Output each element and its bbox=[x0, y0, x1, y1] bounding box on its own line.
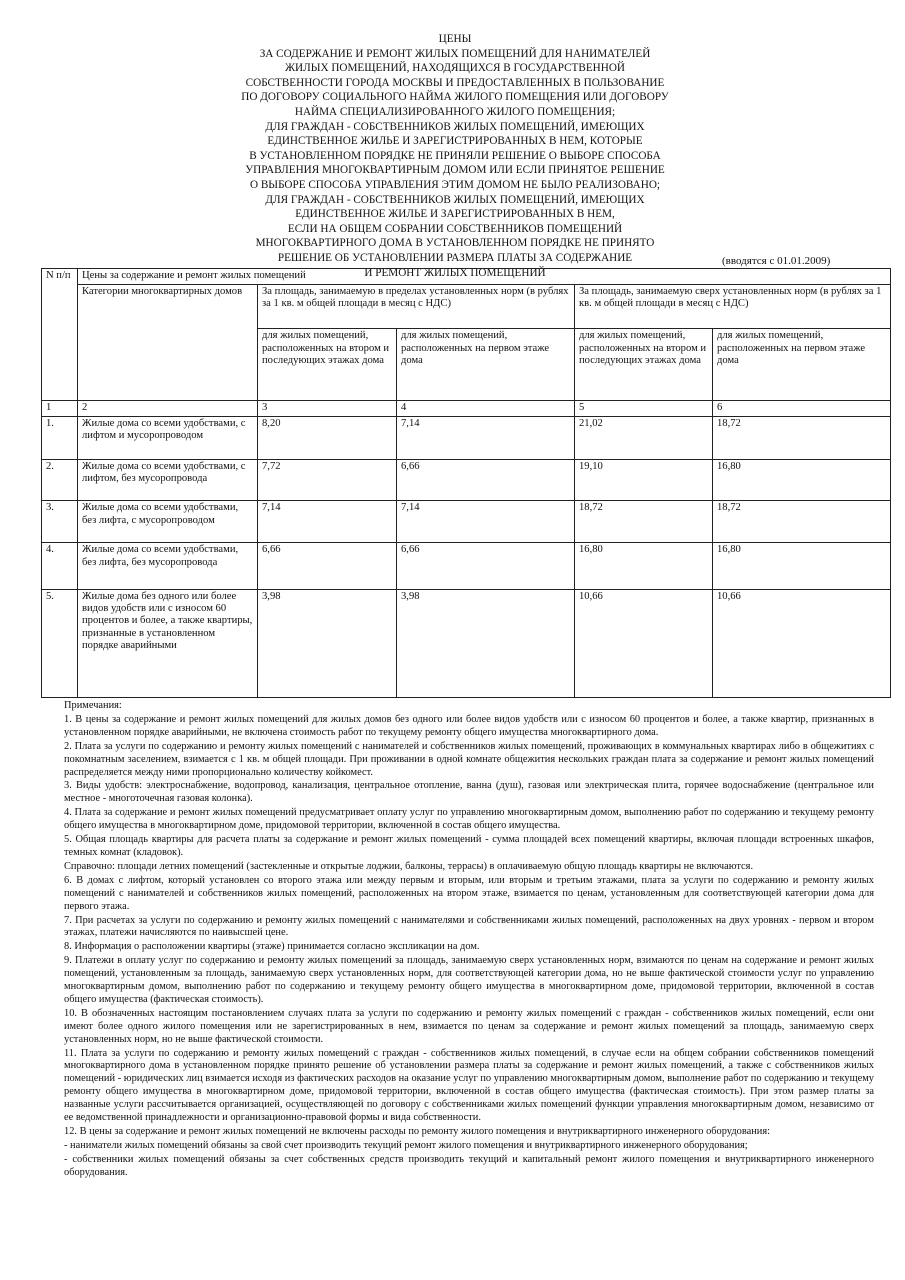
title-line: СОБСТВЕННОСТИ ГОРОДА МОСКВЫ И ПРЕДОСТАВЛЕННЫХ В ПОЛЬЗОВАНИЕ bbox=[245, 76, 665, 89]
column-number: 1 bbox=[42, 401, 78, 416]
note-paragraph: 11. Плата за услуги по содержанию и ремонту жилых помещений с граждан - собственников жилых помещений, в случае если на общем собрании собственников помещений многоквартирного дома в установленном порядке принято решение об установлении размера платы за содержание и ремонт жилых помещений, а также с собственников жилых помещений - юридических лиц взимается исходя из фактических расходов на оказание услуг по управлению многоквартирным домом, выполнение работ по содержанию и текущему ремонту общего имущества в многоквартирном доме, придомовой территории, включенной в состав общего имущества (фактическая стоимость). При этом размер платы за названные услуги рассчитывается организацией, осуществляющей по договору с собственниками жилых помещений функции управления многоквартирным домом, независимо от ее ведомственной принадлежности и организационно-правовой формы и вида собственности. bbox=[64, 1047, 874, 1124]
price-cell: 16,80 bbox=[713, 543, 891, 589]
row-category: Жилые дома со всеми удобствами, без лифта, с мусоропроводом bbox=[78, 501, 258, 543]
note-paragraph: - наниматели жилых помещений обязаны за свой счет производить текущий ремонт жилого помещения и внутриквартирного инженерного оборудования; bbox=[64, 1139, 748, 1151]
price-cell: 7,14 bbox=[397, 501, 575, 543]
price-cell: 6,66 bbox=[258, 543, 397, 589]
title-line: И РЕМОНТ ЖИЛЫХ ПОМЕЩЕНИЙ bbox=[364, 266, 546, 279]
column-number: 5 bbox=[575, 401, 713, 416]
note-paragraph: - собственники жилых помещений обязаны за счет собственных средств производить текущий и капитальный ремонт жилого помещения и внутриквартирного инженерного оборудования. bbox=[64, 1153, 874, 1178]
price-cell: 6,66 bbox=[397, 543, 575, 589]
table-row bbox=[42, 460, 891, 501]
header-above-norm: За площадь, занимаемую сверх установленных норм (в рублях за 1 кв. м общей площади в месяц с НДС) bbox=[575, 285, 891, 329]
note-paragraph: 6. В домах с лифтом, который установлен со второго этажа или между первым и вторым, или вторым и третьим этажами, плата за услуги по содержанию и ремонту жилых помещений с нанимателей и собственников жилых помещений, расположенных на втором этаже, взимается по ценам, установленным для соответствующей категории дома для первого этажа. bbox=[64, 874, 874, 912]
note-paragraph: 1. В цены за содержание и ремонт жилых помещений для жилых домов без одного или более видов удобств или с износом 60 процентов и более, а также квартир, признанных в установленном порядке аварийными, не включена стоимость работ по текущему ремонту общего имущества многоквартирного дома. bbox=[64, 713, 874, 738]
title-line: ПО ДОГОВОРУ СОЦИАЛЬНОГО НАЙМА ЖИЛОГО ПОМЕЩЕНИЯ ИЛИ ДОГОВОРУ bbox=[241, 91, 669, 104]
table-row bbox=[42, 543, 891, 589]
column-number-row bbox=[42, 401, 891, 416]
row-number: 4. bbox=[42, 543, 78, 589]
header-first-floor: для жилых помещений, расположенных на первом этаже дома bbox=[397, 329, 575, 401]
title-line: РЕШЕНИЕ ОБ УСТАНОВЛЕНИИ РАЗМЕРА ПЛАТЫ ЗА СОДЕРЖАНИЕ bbox=[277, 251, 633, 264]
price-cell: 16,80 bbox=[713, 460, 891, 501]
header-first-floor: для жилых помещений, расположенных на первом этаже дома bbox=[713, 329, 891, 401]
row-category: Жилые дома со всеми удобствами, без лифта, без мусоропровода bbox=[78, 543, 258, 589]
title-line: УПРАВЛЕНИЯ МНОГОКВАРТИРНЫМ ДОМОМ ИЛИ ЕСЛИ ПРИНЯТОЕ РЕШЕНИЕ bbox=[245, 164, 665, 177]
title-line: НАЙМА СПЕЦИАЛИЗИРОВАННОГО ЖИЛОГО ПОМЕЩЕНИЯ; bbox=[294, 105, 616, 118]
price-table bbox=[41, 268, 891, 698]
title-line: ЕДИНСТВЕННОЕ ЖИЛЬЕ И ЗАРЕГИСТРИРОВАННЫХ В НЕМ, bbox=[295, 208, 615, 221]
note-paragraph: 12. В цены за содержание и ремонт жилых помещений не включены расходы по ремонту жилого помещения и внутриквартирного инженерного оборудования: bbox=[64, 1126, 770, 1137]
row-number: 1. bbox=[42, 416, 78, 459]
note-paragraph: 4. Плата за содержание и ремонт жилых помещений предусматривает оплату услуг по управлению многоквартирным домом, выполнению работ по содержанию и текущему ремонту общего имущества в многоквартирном доме, придомовой территории, включенной в состав общего имущества. bbox=[64, 807, 874, 832]
note-paragraph: 7. При расчетах за услуги по содержанию и ремонту жилых помещений с нанимателями и собственниками жилых помещений, расположенных на двух уровнях - первом и втором этажах, платежи начисляются по наивысшей цене. bbox=[64, 914, 874, 939]
row-number: 2. bbox=[42, 460, 78, 501]
price-cell: 3,98 bbox=[397, 589, 575, 697]
row-category: Жилые дома без одного или более видов удобств или с износом 60 процентов и более, а также квартиры, признанные в установленном порядке аварийными bbox=[78, 589, 258, 697]
title-line: ЗА СОДЕРЖАНИЕ И РЕМОНТ ЖИЛЫХ ПОМЕЩЕНИЙ ДЛЯ НАНИМАТЕЛЕЙ bbox=[259, 47, 651, 60]
title-line: ЖИЛЫХ ПОМЕЩЕНИЙ, НАХОДЯЩИХСЯ В ГОСУДАРСТВЕННОЙ bbox=[285, 62, 625, 75]
price-cell: 10,66 bbox=[575, 589, 713, 697]
document-title bbox=[180, 32, 730, 280]
price-cell: 19,10 bbox=[575, 460, 713, 501]
title-line: МНОГОКВАРТИРНОГО ДОМА В УСТАНОВЛЕННОМ ПОРЯДКЕ НЕ ПРИНЯТО bbox=[255, 237, 655, 250]
header-within-norm: За площадь, занимаемую в пределах установленных норм (в рублях за 1 кв. м общей площади в месяц с НДС) bbox=[258, 285, 575, 329]
price-cell: 7,14 bbox=[397, 416, 575, 459]
column-number: 3 bbox=[258, 401, 397, 416]
table-row bbox=[42, 416, 891, 459]
header-number: N п/п bbox=[42, 269, 78, 401]
note-paragraph: 2. Плата за услуги по содержанию и ремонту жилых помещений с нанимателей и собственников жилых помещений, проживающих в коммунальных квартирах либо в общежитиях с покомнатным заселением, взимается с 1 кв. м общей площади. При проживании в одной комнате общежития нескольких граждан плата за содержание и ремонт жилых помещений распределяется между ними пропорционально количеству койкомест. bbox=[64, 740, 874, 778]
title-line: ДЛЯ ГРАЖДАН - СОБСТВЕННИКОВ ЖИЛЫХ ПОМЕЩЕНИЙ, ИМЕЮЩИХ bbox=[265, 120, 645, 133]
row-category: Жилые дома со всеми удобствами, с лифтом, без мусоропровода bbox=[78, 460, 258, 501]
note-paragraph: 5. Общая площадь квартиры для расчета платы за содержание и ремонт жилых помещений - сумма площадей всех помещений квартиры, включая площади встроенных шкафов, темных комнат (кладовок). bbox=[64, 834, 874, 858]
column-number: 6 bbox=[713, 401, 891, 416]
title-line: ДЛЯ ГРАЖДАН - СОБСТВЕННИКОВ ЖИЛЫХ ПОМЕЩЕНИЙ, ИМЕЮЩИХ bbox=[265, 193, 645, 206]
price-cell: 18,72 bbox=[713, 416, 891, 459]
note-paragraph: 8. Информация о расположении квартиры (этаже) принимается согласно экспликации на дом. bbox=[64, 941, 480, 953]
title-line: ЕДИНСТВЕННОЕ ЖИЛЬЕ И ЗАРЕГИСТРИРОВАННЫХ В НЕМ, КОТОРЫЕ bbox=[267, 135, 643, 148]
price-cell: 18,72 bbox=[575, 501, 713, 543]
row-number: 3. bbox=[42, 501, 78, 543]
header-category: Категории многоквартирных домов bbox=[78, 285, 258, 401]
title-line: ЕСЛИ НА ОБЩЕМ СОБРАНИИ СОБСТВЕННИКОВ ПОМЕЩЕНИЙ bbox=[287, 222, 623, 235]
note-paragraph: 10. В обозначенных настоящим постановлением случаях плата за услуги по содержанию и ремонту жилых помещений с граждан - собственников жилых помещений, если они имеют более одного жилого помещения или не зарегистрированных в нем, взимается по ценам за содержание и ремонт жилых помещений за площадь, занимаемую сверх установленных норм, но не выше фактической стоимости. bbox=[64, 1007, 874, 1045]
price-cell: 6,66 bbox=[397, 460, 575, 501]
price-cell: 21,02 bbox=[575, 416, 713, 459]
title-line: В УСТАНОВЛЕННОМ ПОРЯДКЕ НЕ ПРИНЯЛИ РЕШЕНИЕ О ВЫБОРЕ СПОСОБА bbox=[249, 149, 661, 162]
price-cell: 18,72 bbox=[713, 501, 891, 543]
header-upper-floors: для жилых помещений, расположенных на втором и последующих этажах дома bbox=[575, 329, 713, 401]
price-cell: 16,80 bbox=[575, 543, 713, 589]
row-number: 5. bbox=[42, 589, 78, 697]
column-number: 4 bbox=[397, 401, 575, 416]
note-paragraph: 3. Виды удобств: электроснабжение, водопровод, канализация, центральное отопление, ванна (душ), газовая или электрическая плита, горячее водоснабжение (центральное или местное - многоточечная газовая колонка). bbox=[64, 780, 874, 805]
price-cell: 7,14 bbox=[258, 501, 397, 543]
price-cell: 3,98 bbox=[258, 589, 397, 697]
price-cell: 7,72 bbox=[258, 460, 397, 501]
table-row bbox=[42, 501, 891, 543]
price-cell: 8,20 bbox=[258, 416, 397, 459]
table-row bbox=[42, 589, 891, 697]
title-line: ЦЕНЫ bbox=[438, 33, 472, 45]
header-main: Цены за содержание и ремонт жилых помещений bbox=[78, 269, 891, 285]
note-paragraph: 9. Платежи в оплату услуг по содержанию и ремонту жилых помещений за площадь, занимаемую сверх установленных норм, взимаются по ценам на содержание и ремонт жилых помещений, установленным за площадь, занимаемую сверх установленных норм, для соответствующей категории дома, но не выше фактической стоимости услуг по управлению многоквартирным домом, выполнению работ по содержанию и текущему ремонту общего имущества в многоквартирном доме, придомовой территории, включенной в состав общего имущества (фактическая стоимость). bbox=[64, 955, 874, 1005]
effective-date: (вводятся с 01.01.2009) bbox=[722, 255, 831, 267]
title-line: О ВЫБОРЕ СПОСОБА УПРАВЛЕНИЯ ЭТИМ ДОМОМ НЕ БЫЛО РЕАЛИЗОВАНО; bbox=[249, 178, 661, 191]
price-cell: 10,66 bbox=[713, 589, 891, 697]
notes-section bbox=[64, 700, 874, 1181]
notes-heading: Примечания: bbox=[64, 700, 122, 711]
row-category: Жилые дома со всеми удобствами, с лифтом и мусоропроводом bbox=[78, 416, 258, 459]
column-number: 2 bbox=[78, 401, 258, 416]
note-paragraph: Справочно: площади летних помещений (застекленные и открытые лоджии, балконы, террасы) в оплачиваемую общую площадь квартиры не включаются. bbox=[64, 860, 754, 872]
header-upper-floors: для жилых помещений, расположенных на втором и последующих этажах дома bbox=[258, 329, 397, 401]
